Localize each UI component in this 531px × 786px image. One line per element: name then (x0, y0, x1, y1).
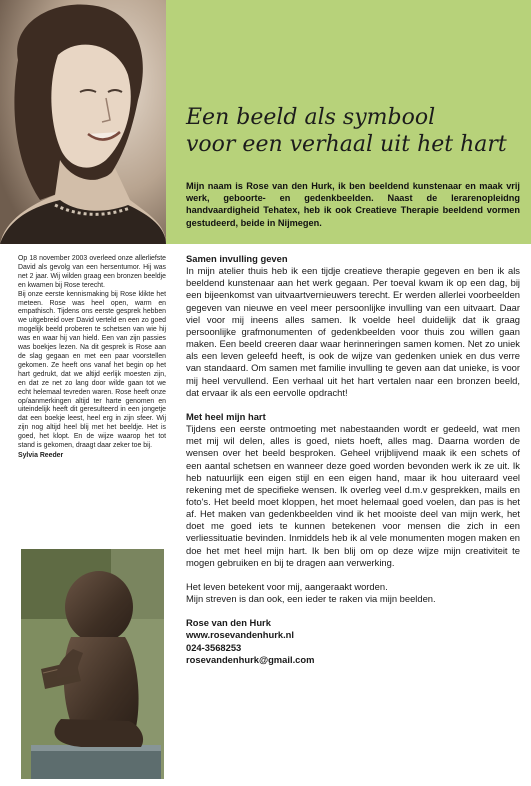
contact-website[interactable]: www.rosevandenhurk.nl (186, 629, 295, 641)
closing-line: Het leven betekent voor mij, aangeraakt worden. (186, 580, 388, 592)
spacer (186, 399, 520, 411)
testimonial (18, 255, 166, 461)
contact-email[interactable]: rosevandenhurk@gmail.com (186, 653, 315, 665)
contact-name: Rose van den Hurk (186, 617, 271, 629)
section-heading: Samen invulling geven (186, 253, 288, 264)
title-line-1: Een beeld als symbool (186, 105, 436, 130)
testimonial-paragraph: Op 18 november 2003 overleed onze allerliefste David als gevolg van een hersentumor. Hij was net 2 jaar. Wij wilden graag een bronzen beeldje en kwamen bij Rose terecht. (18, 255, 166, 289)
statue-illustration (21, 549, 164, 779)
portrait-photo (0, 0, 166, 244)
section-body: In mijn atelier thuis heb ik een tijdje creatieve therapie gegeven en ben ik als beeldend kunstenaar aan het werk gegaan. Per toeval kwam ik op een dag, bij een bijeenkomst van uitvaartvernieuwers terecht. Er werden allerlei voorbeelden gegeven van nieuwe en veel meer persoonlijke invulling van een uitvaart. Daar viel voor mij ineens alles samen. Ik voelde heel duidelijk dat ik graag persoonlijke grafmonumenten of gedenkbeelden voor thuis zou willen gaan maken. Een beeld creeren daar waar herinneringen samen komen. Net zo uniek als een leven geleefd heeft, is ook de wijze van gedenken uniek en dus verre van standaard. Om samen met familie invulling te geven aan dat unieke, is voor mij heel vervullend. Een verhaal uit het hart vertalen naar een bronzen beeld, dat ervaar ik als een eervolle opdracht! (186, 265, 520, 398)
intro-paragraph: Mijn naam is Rose van den Hurk, ik ben beeldend kunstenaar en maak vrij werk, geboorte- en gedenkbeelden. Naast de lerarenopleidng handvaardigheid Tehatex, heb ik ook Creatieve Therapie beeldend vormen gestudeerd, beide in Nijmegen. (186, 181, 520, 228)
title-line-2: voor een verhaal uit het hart (186, 132, 507, 157)
testimonial-paragraph: Bij onze eerste kennismaking bij Rose klikte het meteen. Rose was heel open, warm en empathisch. Tijdens ons eerste gesprek hebben we uitgebreid over David verteld en een zo goed mogelijk beeld proberen te schetsen van wie hij was en waar hij van hield. Een van zijn passies was boekjes lezen. Na dit gesprek is Rose aan de slag gegaan en met een paar voorstellen gekomen. Ze heeft ons vanaf het begin op het hart gedrukt, dat we altijd eerlijk moesten zijn, en dat ze net zo lang door wilde gaan tot we echt helemaal tevreden waren. Rose heeft onze op/aanmerkingen altijd ter harte genomen en uiteindelijk heeft dit geresulteerd in een jongetje dat een boekje leest, heel erg in zijn sfeer. Wij zijn nog altijd heel blij met het beeldje. Het is goed, het klopt. En de wijze waarop het tot stand is gekomen, draagt daar zeker toe bij. (18, 290, 166, 450)
testimonial-signature: Sylvia Reeder (18, 451, 64, 459)
spacer (186, 569, 520, 581)
main-article (186, 253, 520, 666)
spacer (186, 605, 520, 617)
portrait-illustration (0, 0, 166, 244)
section-body: Tijdens een eerste ontmoeting met nabestaanden wordt er gedeeld, wat men met mij wil delen, alles is goed, niets hoeft, alles mag. Daarna worden de wensen over het beeld besproken. Geheel vrijblijvend maak ik een schets of een aantal schetsen en wanneer deze goed worden bevonden werk ik ze uit. Ik heb natuurlijk een eigen stijl en een eigen hand, maar ik hou uiteraard veel rekening met de specifieke wensen. Ik overleg veel d.m.v gesprekken, mails en foto's. Het beeld moet kloppen, het moet helemaal goed voelen, dan pas is het af. Het maken van gedenkbeelden vind ik het mooiste deel van mijn werk, het doet me goed iets te kunnen betekenen voor mensen die zich in een verliessituatie bevinden. Inmiddels heb ik al vele monumenten mogen maken en doe het met heel mijn hart. Ik ben blij om op deze wijze mijn creativiteit te mogen gebruiken en bij te dragen aan verwerking. (186, 423, 520, 568)
contact-phone: 024-3568253 (186, 641, 242, 653)
page-title (186, 104, 516, 158)
section-heading: Met heel mijn hart (186, 410, 266, 422)
bronze-statue-photo (21, 549, 164, 779)
closing-line: Mijn streven is dan ook, een ieder te raken via mijn beelden. (186, 593, 436, 605)
